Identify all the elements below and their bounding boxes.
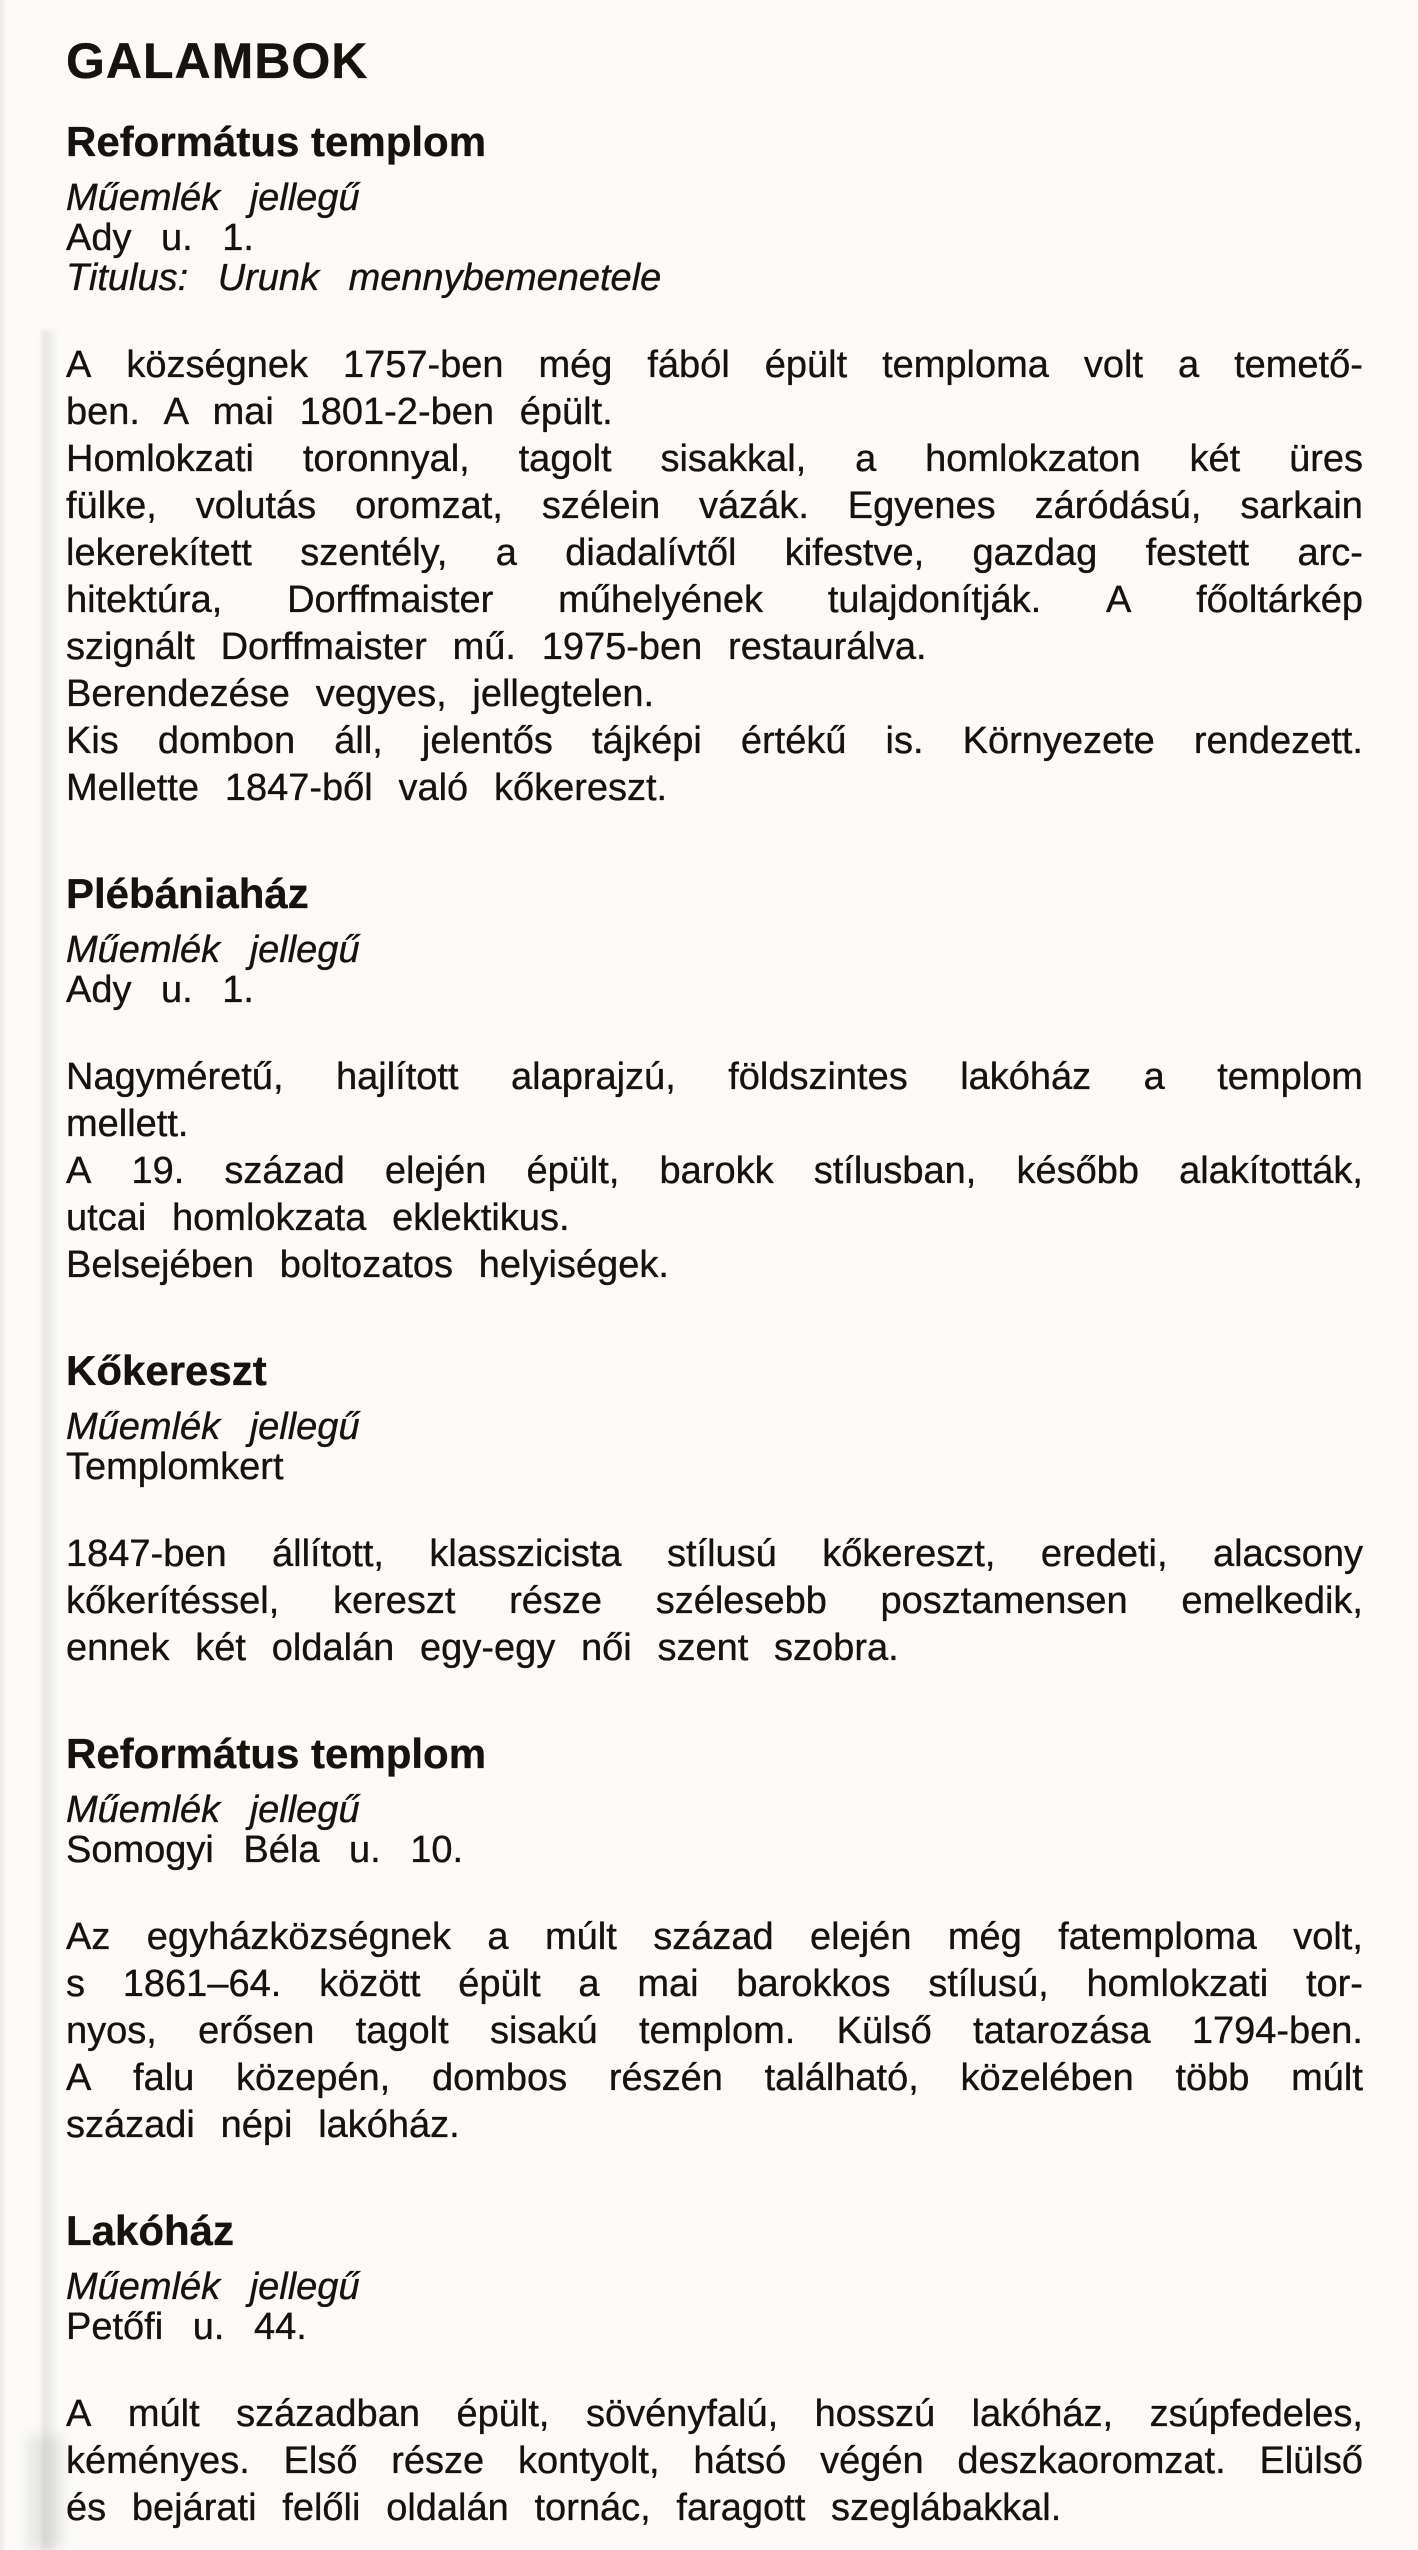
word: fatemploma: [1058, 1916, 1257, 1958]
word: a: [578, 1963, 600, 2005]
word: rendezett.: [1193, 720, 1363, 762]
description-paragraph: [66, 2391, 1363, 2532]
word: 1757-ben: [342, 344, 504, 386]
sections: [66, 118, 1363, 2532]
section-heading: Lakóház: [66, 2207, 235, 2254]
body-line: Mellette 1847-ből való kőkereszt.: [66, 767, 668, 809]
body-line: ben. A mai 1801-2-ben épült.: [66, 391, 613, 433]
word: lakóház: [960, 1056, 1092, 1098]
body-line: [66, 342, 1363, 389]
monument-status-line: Titulus: Urunk mennybemenetele: [66, 257, 662, 299]
word: tájképi: [591, 720, 702, 762]
word: 1847-ben: [66, 1533, 227, 1575]
word: Dorffmaister: [287, 579, 494, 621]
word: stílusban,: [813, 1150, 977, 1192]
word: kéményes.: [66, 2440, 250, 2482]
word: diadalívtől: [565, 532, 737, 574]
word: található,: [764, 2057, 919, 2099]
word: alacsony: [1212, 1533, 1363, 1575]
monument-status-line: Műemlék jellegű: [66, 1406, 360, 1448]
monument-entry: [66, 1730, 1363, 2149]
word: nyos,: [66, 2010, 157, 2052]
word: záródású,: [1034, 485, 1202, 527]
body-line: [66, 530, 1363, 577]
word: fülke,: [66, 485, 157, 527]
monument-entry: [66, 118, 1363, 812]
section-meta: [66, 1790, 1363, 1870]
body-line: [66, 1531, 1363, 1578]
body-line: [66, 2008, 1363, 2055]
word: részén: [608, 2057, 723, 2099]
word: festett: [1145, 532, 1250, 574]
monument-status-line: Műemlék jellegű: [66, 2266, 360, 2308]
body-line: [66, 577, 1363, 624]
word: zsúpfedeles,: [1149, 2393, 1363, 2435]
word: toronnyal,: [302, 438, 470, 480]
word: 1794-ben.: [1191, 2010, 1363, 2052]
monument-status-line: Műemlék jellegű: [66, 929, 360, 971]
word: homlokzaton: [925, 438, 1141, 480]
address-line: Ady u. 1.: [66, 969, 254, 1011]
word: sisakú: [489, 2010, 598, 2052]
word: Az: [66, 1916, 111, 1958]
monument-status-line: Műemlék jellegű: [66, 177, 360, 219]
body-line: ennek két oldalán egy-egy női szent szobra.: [66, 1627, 899, 1669]
body-line: és bejárati felőli oldalán tornác, faragott szeglábakkal.: [66, 2487, 1062, 2529]
body-line: századi népi lakóház.: [66, 2104, 460, 2146]
word: volt: [1083, 344, 1144, 386]
word: templom: [1217, 1056, 1363, 1098]
word: tagolt: [355, 2010, 449, 2052]
word: közelében: [960, 2057, 1134, 2099]
word: gazdag: [972, 532, 1098, 574]
word: s: [66, 1963, 85, 2005]
word: tulajdonítják.: [827, 579, 1042, 621]
word: lekerekített: [66, 532, 252, 574]
word: a: [1143, 1056, 1165, 1098]
word: klasszicista: [429, 1533, 622, 1575]
body-line: [66, 1961, 1363, 2008]
word: falu: [133, 2057, 195, 2099]
word: lakóház,: [971, 2393, 1114, 2435]
corner-smudge: [28, 2435, 62, 2550]
word: volutás: [195, 485, 317, 527]
body-line: [66, 2055, 1363, 2102]
word: alakították,: [1179, 1150, 1363, 1192]
body-line: [66, 1914, 1363, 1961]
word: tagolt: [518, 438, 612, 480]
word: közepén,: [236, 2057, 391, 2099]
word: A: [66, 1150, 92, 1192]
word: része: [391, 2440, 485, 2482]
word: erősen: [198, 2010, 315, 2052]
word: vázák.: [699, 485, 809, 527]
description-paragraph: [66, 1531, 1363, 1672]
word: temploma: [882, 344, 1049, 386]
body-line: mellett.: [66, 1103, 189, 1145]
word: kereszt: [332, 1580, 456, 1622]
word: fából: [647, 344, 730, 386]
word: stílusú,: [928, 1963, 1049, 2005]
word: a: [855, 438, 877, 480]
address-line: Petőfi u. 44.: [66, 2306, 307, 2348]
description-paragraph: [66, 342, 1363, 812]
address-line: Templomkert: [66, 1446, 284, 1488]
word: mai: [637, 1963, 699, 2005]
word: a: [1177, 344, 1200, 386]
word: múlt: [544, 1916, 617, 1958]
word: arc-: [1297, 532, 1363, 574]
word: áll,: [334, 720, 383, 762]
section-heading: Plébániaház: [66, 870, 309, 917]
word: stílusú: [666, 1533, 777, 1575]
word: Homlokzati: [66, 438, 254, 480]
word: hátsó: [693, 2440, 787, 2482]
word: század: [653, 1916, 774, 1958]
word: tor-: [1305, 1963, 1363, 2005]
word: múlt: [1291, 2057, 1363, 2099]
section-meta: [66, 178, 1363, 298]
word: egyházközségnek: [146, 1916, 451, 1958]
word: a: [487, 1916, 509, 1958]
body-line: [66, 1578, 1363, 1625]
word: szélein: [541, 485, 661, 527]
word: műhelyének: [558, 579, 764, 621]
word: még: [538, 344, 613, 386]
body-line: [66, 483, 1363, 530]
word: alaprajzú,: [510, 1056, 676, 1098]
body-line: [66, 2391, 1363, 2438]
word: hitektúra,: [66, 579, 223, 621]
word: Környezete: [962, 720, 1155, 762]
section-heading: Református templom: [66, 1730, 487, 1777]
word: deszkaoromzat.: [957, 2440, 1226, 2482]
word: kontyolt,: [517, 2440, 660, 2482]
body-line: szignált Dorffmaister mű. 1975-ben restaurálva.: [66, 626, 927, 668]
word: kőkerítéssel,: [66, 1580, 280, 1622]
word: temető-: [1234, 344, 1363, 386]
word: a: [495, 532, 517, 574]
address-line: Somogyi Béla u. 10.: [66, 1829, 464, 1871]
section-heading: Kőkereszt: [66, 1347, 267, 1394]
monument-entry: [66, 1347, 1363, 1672]
word: sövényfalú,: [585, 2393, 779, 2435]
word: múlt: [127, 2393, 200, 2435]
word: jelentős: [421, 720, 553, 762]
page-title: GALAMBOK: [66, 33, 369, 89]
monument-status-line: Műemlék jellegű: [66, 1789, 360, 1831]
word: szélesebb: [655, 1580, 827, 1622]
address-line: Ady u. 1.: [66, 217, 254, 259]
word: 1861–64.: [122, 1963, 282, 2005]
word: dombos: [431, 2057, 568, 2099]
word: kőkereszt,: [822, 1533, 996, 1575]
word: A: [66, 2057, 92, 2099]
word: még: [947, 1916, 1022, 1958]
word: dombon: [157, 720, 296, 762]
word: elején: [810, 1916, 912, 1958]
page-edge-shade: [0, 0, 7, 2550]
word: Első: [283, 2440, 358, 2482]
word: elején: [384, 1150, 487, 1192]
word: Nagyméretű,: [66, 1056, 284, 1098]
word: eredeti,: [1040, 1533, 1168, 1575]
section-meta: [66, 1407, 1363, 1487]
word: több: [1175, 2057, 1250, 2099]
section-heading: Református templom: [66, 118, 487, 165]
word: homlokzati: [1086, 1963, 1269, 2005]
word: is.: [885, 720, 924, 762]
word: barokk: [659, 1150, 774, 1192]
description-paragraph: [66, 1914, 1363, 2149]
word: községnek: [126, 344, 308, 386]
body-line: [66, 436, 1363, 483]
word: főoltárkép: [1196, 579, 1363, 621]
body-line: Belsejében boltozatos helyiségek.: [66, 1244, 669, 1286]
word: szentély,: [300, 532, 448, 574]
word: épült,: [456, 2393, 550, 2435]
word: templom.: [639, 2010, 796, 2052]
word: két: [1189, 438, 1241, 480]
word: Külső: [836, 2010, 932, 2052]
word: kifestve,: [784, 532, 925, 574]
word: része: [509, 1580, 603, 1622]
body-line: [66, 2438, 1363, 2485]
word: hosszú: [814, 2393, 936, 2435]
body-line: utcai homlokzata eklektikus.: [66, 1197, 570, 1239]
word: üres: [1289, 438, 1363, 480]
word: század: [224, 1150, 345, 1192]
gutter-shadow: [42, 330, 56, 2550]
body-line: Berendezése vegyes, jellegtelen.: [66, 673, 655, 715]
monument-entry: [66, 2207, 1363, 2532]
word: hajlított: [336, 1056, 459, 1098]
body-line: [66, 718, 1363, 765]
word: volt,: [1293, 1916, 1363, 1958]
section-meta: [66, 2267, 1363, 2347]
word: A: [1105, 579, 1132, 621]
monument-entry: [66, 870, 1363, 1289]
word: között: [319, 1963, 421, 2005]
word: állított,: [272, 1533, 384, 1575]
word: posztamensen: [880, 1580, 1128, 1622]
word: végén: [820, 2440, 924, 2482]
section-meta: [66, 930, 1363, 1010]
word: barokkos: [736, 1963, 891, 2005]
word: oromzat,: [355, 485, 503, 527]
word: A: [66, 2393, 92, 2435]
description-paragraph: [66, 1054, 1363, 1289]
word: tatarozása: [973, 2010, 1151, 2052]
word: értékű: [740, 720, 847, 762]
word: 19.: [131, 1150, 185, 1192]
word: földszintes: [728, 1056, 908, 1098]
word: sisakkal,: [660, 438, 807, 480]
word: Egyenes: [847, 485, 996, 527]
body-line: [66, 1148, 1363, 1195]
word: Elülső: [1259, 2440, 1363, 2482]
word: emelkedik,: [1181, 1580, 1363, 1622]
word: később: [1016, 1150, 1140, 1192]
word: A: [66, 344, 92, 386]
word: sarkain: [1240, 485, 1363, 527]
word: épült,: [526, 1150, 620, 1192]
body-line: [66, 1054, 1363, 1101]
word: században: [236, 2393, 420, 2435]
word: épült: [764, 344, 848, 386]
word: épült: [458, 1963, 541, 2005]
word: Kis: [66, 720, 119, 762]
